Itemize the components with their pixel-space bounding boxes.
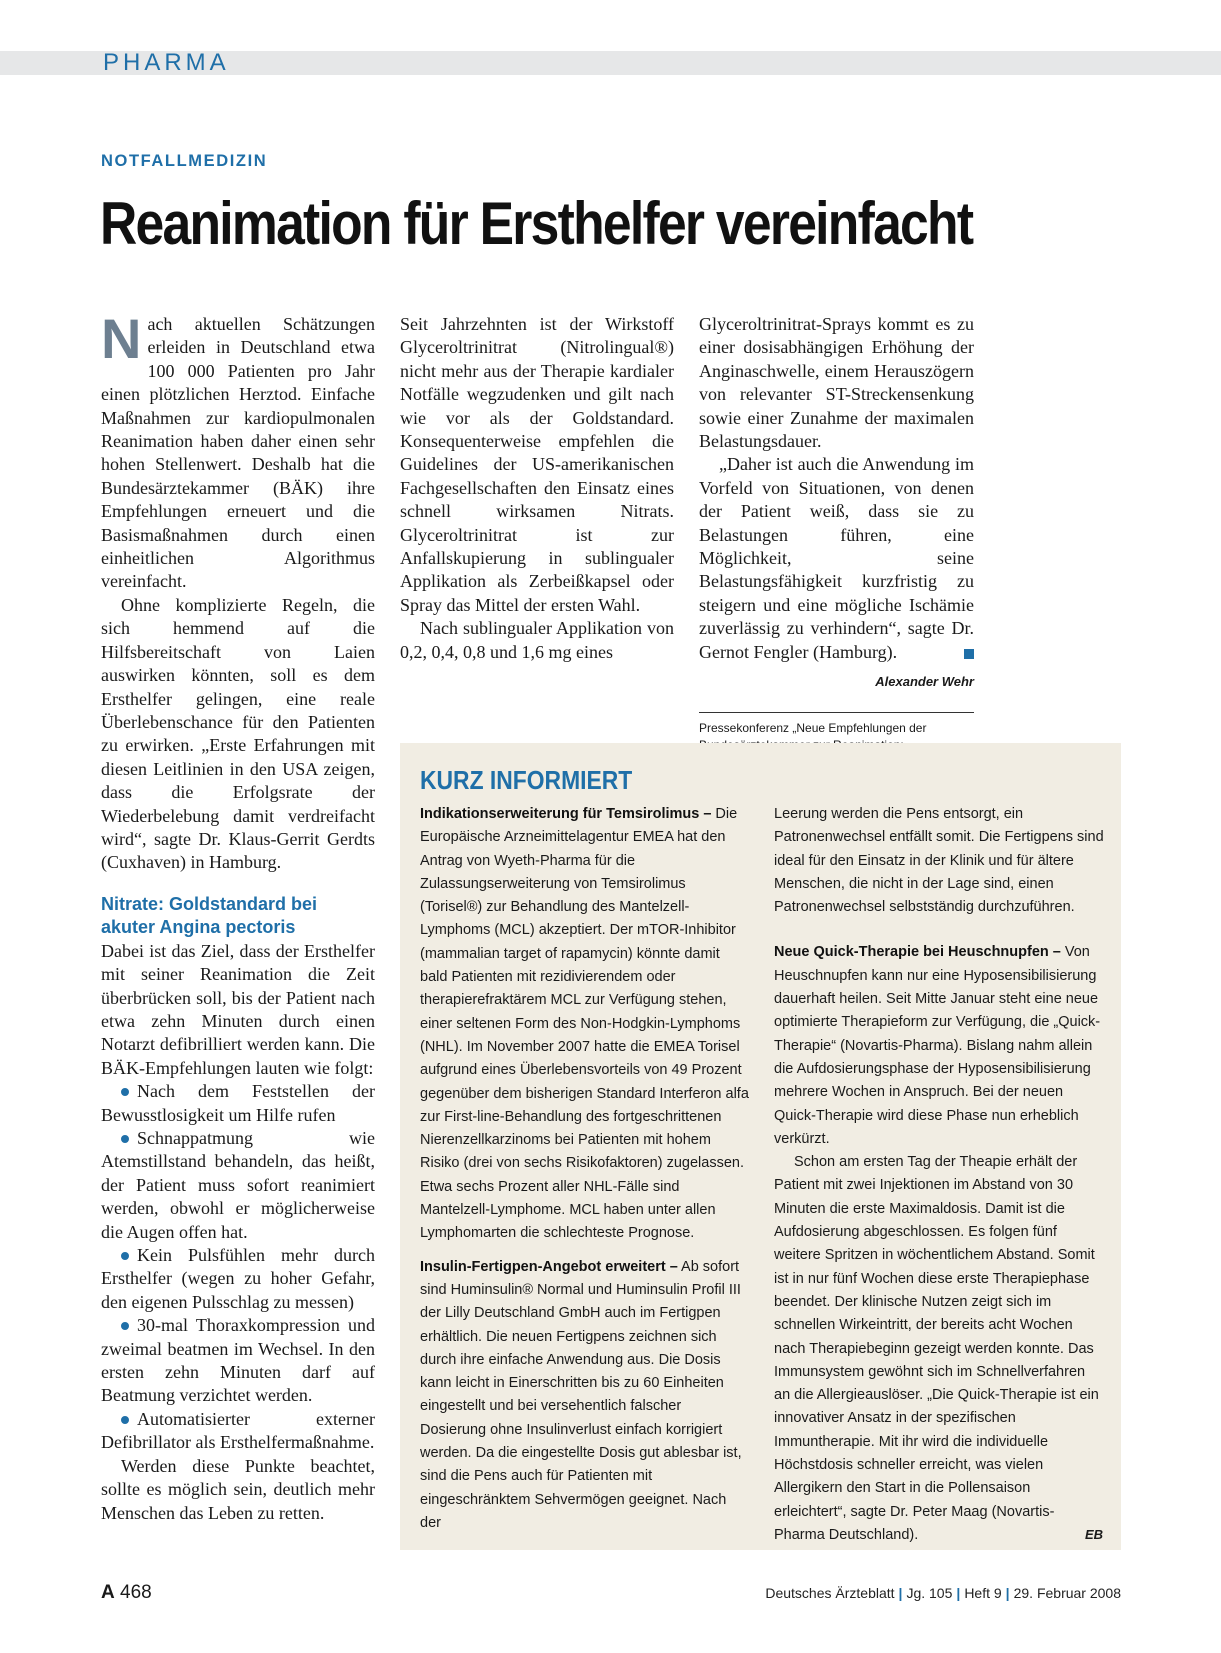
article-column-2 — [400, 313, 674, 664]
bullet-icon — [121, 1252, 129, 1260]
subheading: Nitrate: Goldstandard bei akuter Angina pectoris — [101, 893, 318, 937]
info-box-column-1 — [420, 803, 750, 1535]
separator: | — [956, 1585, 961, 1601]
news-item: Indikationserweiterung für Temsirolimus – Die Europäische Arzneimittelagentur EMEA hat den Antrag von Wyeth-Pharma für die Zulassungserweiterung von Temsirolimus (Torisel®) zur Behandlung des Mantelzell-Lymphoms (MCL) akzeptiert. Der mTOR-Inhibitor (mammalian target of rapamycin) könnte damit bald Patienten mit rezidivierendem oder therapierefraktärem MCL zur Verfügung stehen, einer seltenen Form des Non-Hodgkin-Lymphoms (NHL). Im November 2007 hatte die EMEA Torisel aufgrund eines Überlebensvorteils von 49 Prozent gegenüber dem bisherigen Standard Interferon alfa zur First-line-Behandlung des fortgeschrittenen Nierenzellkarzinoms bei Patienten mit hohem Risiko (drei von sechs Risikofaktoren) zugelassen. Etwa sechs Prozent aller NHL-Fälle sind Mantelzell-Lymphome. MCL haben unter allen Lymphomarten die schlechteste Prognose. — [420, 806, 749, 1242]
paragraph-intro: Nach aktuellen Schätzungen erleiden in Deutschland etwa 100 000 Patienten pro Jahr einen plötzlichen Herztod. Einfache Maßnahmen zur kardiopulmonalen Reanimation haben daher einen sehr hohen Stellenwert. Deshalb hat die Bundesärztekammer (BÄK) ihre Empfehlungen erneuert und die Basismaßnahmen durch einen einheitlichen Algorithmus vereinfacht. — [101, 307, 375, 592]
journal-volume: Jg. 105 — [906, 1585, 953, 1601]
bullet-icon — [121, 1416, 129, 1424]
bullet-item: Automatisierter externer Defibrillator als Ersthelfermaßnahme. — [101, 1408, 375, 1453]
paragraph-continuation: Glyceroltrinitrat-Sprays kommt es zu einer dosisabhängigen Erhöhung der Anginaschwelle, einem Herauszögern von relevanter ST-Streckensenkung sowie einer Zunahme der maximalen Belastungsdauer. — [699, 314, 974, 452]
drop-cap: N — [101, 307, 142, 370]
bullet-icon — [121, 1322, 129, 1330]
bullet-item: Nach dem Feststellen der Bewusstlosigkeit um Hilfe rufen — [101, 1081, 375, 1125]
paragraph: Ohne komplizierte Regeln, die sich hemmend auf die Hilfsbereitschaft von Laien auswirken könnten, soll es dem Ersthelfer gelingen, eine reale Überlebenschance für den Patienten zu erwirken. „Erste Erfahrungen mit diesen Leitlinien in den USA zeigen, dass die Erfolgsrate der Wiederbelebung damit verdreifacht wird“, sagte Dr. Klaus-Gerrit Gerdts (Cuxhaven) in Hamburg. — [101, 594, 375, 873]
paragraph: Dabei ist das Ziel, dass der Ersthelfer mit seiner Reanimation die Zeit überbrücken soll, bis der Patient nach etwa zehn Minuten durch einen Notarzt defibrilliert werden kann. Die BÄK-Empfehlungen lauten wie folgt: — [101, 940, 375, 1078]
article-column-1 — [101, 307, 375, 1525]
separator: | — [1005, 1585, 1010, 1601]
article-kicker: NOTFALLMEDIZIN — [101, 152, 268, 170]
bullet-item: 30-mal Thoraxkompression und zweimal beatmen im Wechsel. In den ersten zehn Minuten darf auf Beatmung verzichtet werden. — [101, 1315, 375, 1406]
news-item: Neue Quick-Therapie bei Heuschnupfen – Von Heuschnupfen kann nur eine Hyposensibilisierung dauerhaft heilen. Seit Mitte Januar steht eine neue optimierte Therapieform zur Verfügung, die „Quick-Therapie“ (Novartis-Pharma). Bislang nahm allein die Aufdosierungsphase der Hyposensibilisierung mehrere Wochen in Anspruch. Bei der neuen Quick-Therapie wird diese Phase nun erheblich verkürzt. — [774, 944, 1101, 1147]
news-item-continuation: Leerung werden die Pens entsorgt, ein Patronenwechsel entfällt somit. Die Fertigpens sind ideal für den Einsatz in der Klinik und für ältere Menschen, die nicht in der Lage sind, einen Patronenwechsel selbstständig durchzuführen. — [774, 806, 1104, 916]
source-note: Pressekonferenz „Neue Empfehlungen der — [699, 712, 974, 788]
info-box-column-2 — [774, 803, 1104, 1547]
paragraph-continuation: Seit Jahrzehnten ist der Wirkstoff Glyceroltrinitrat (Nitrolingual®) nicht mehr aus der Therapie kardialer Notfälle wegzudenken und gilt nach wie vor als der Goldstandard. Konsequenterweise empfehlen die Guidelines der US-amerikanischen Fachgesellschaften den Einsatz eines schnell wirksamen Nitrats. Glyceroltrinitrat ist zur Anfallskupierung in sublingualer Applikation als Zerbeißkapsel oder Spray das Mittel der ersten Wahl. — [400, 314, 674, 615]
author-byline: Alexander Wehr — [875, 674, 974, 690]
news-item-lead: Insulin-Fertigpen-Angebot erweitert – — [420, 1258, 678, 1275]
paragraph: „Daher ist auch die Anwendung im Vorfeld von Situationen, von denen der Patient weiß, dass sie zu Belastungen führen, eine Möglichkeit, seine Belastungsfähigkeit kurzfristig zu steigern und eine mögliche Ischämie zuverlässig zu verhindern“, sagte Dr. Gernot Fengler (Hamburg). — [699, 454, 974, 662]
bullet-icon — [121, 1135, 129, 1143]
article-column-3 — [699, 313, 974, 788]
end-mark-icon — [964, 649, 974, 659]
bullet-item: Schnappatmung wie Atemstillstand behandeln, das heißt, der Patient muss sofort reanimiert werden, obwohl er möglicherweise die Augen offen hat. — [101, 1128, 375, 1242]
bullet-icon — [121, 1088, 129, 1096]
news-item-lead: Neue Quick-Therapie bei Heuschnupfen – — [774, 944, 1061, 961]
journal-date: 29. Februar 2008 — [1013, 1585, 1121, 1601]
section-label: PHARMA — [103, 49, 230, 76]
news-item-lead: Indikationserweiterung für Temsirolimus – — [420, 806, 712, 822]
paragraph: Nach sublingualer Applikation von 0,2, 0,4, 0,8 und 1,6 mg eines — [400, 618, 674, 662]
page-number: A 468 — [101, 1582, 152, 1603]
news-item: Insulin-Fertigpen-Angebot erweitert – Ab sofort sind Huminsulin® Normal und Huminsulin Profil III der Lilly Deutschland GmbH auch im Fertigpen erhältlich. Die neuen Fertigpens zeichnen sich durch ihre einfache Anwendung aus. Die Dosis kann leicht in Einerschritten bis zu 60 Einheiten eingestellt und bei versehentlich falscher Dosierung ohne Insulinverlust einfach korrigiert werden. Da die eingestellte Dosis gut ablesbar ist, sind die Pens auch für Patienten mit eingeschränktem Sehvermögen geeignet. Nach der — [420, 1258, 742, 1531]
paragraph: Werden diese Punkte beachtet, sollte es möglich sein, deutlich mehr Menschen das Leben zu retten. — [101, 1455, 375, 1523]
journal-name: Deutsches Ärzteblatt — [765, 1585, 895, 1601]
journal-issue: Heft 9 — [964, 1585, 1002, 1601]
article-headline: Reanimation für Ersthelfer vereinfacht — [100, 190, 973, 257]
info-box-title: KURZ INFORMIERT — [420, 765, 633, 795]
separator: | — [898, 1585, 903, 1601]
paragraph: Schon am ersten Tag der Theapie erhält der Patient mit zwei Injektionen im Abstand von 30 Minuten die erste Maximaldosis. Damit ist die Aufdosierung abgeschlossen. Es folgen fünf weitere Spritzen in wöchentlichem Abstand. Somit ist in nur fünf Wochen diese erste Therapiephase beendet. Der klinische Nutzen zeigt sich im schnellen Wirkeintritt, der bereits acht Wochen nach Therapiebeginn gezeigt werden konnte. Das Immunsystem gewöhnt sich im Schnellverfahren an die Allergieauslöser. „Die Quick-Therapie ist ein innovativer Ansatz in der spezifischen Immuntherapie. Mit ihr wird die individuelle Höchstdosis schneller erreicht, was vielen Allergikern den Start in die Pollensaison erleichtert“, sagte Dr. Peter Maag (Novartis-Pharma Deutschland). — [774, 1154, 1099, 1543]
box-signature: EB — [1084, 1527, 1103, 1542]
bullet-item: Kein Pulsfühlen mehr durch Ersthelfer (wegen zu hoher Gefahr, den eigenen Pulsschlag zu messen) — [101, 1245, 375, 1312]
journal-footer — [765, 1583, 1121, 1603]
